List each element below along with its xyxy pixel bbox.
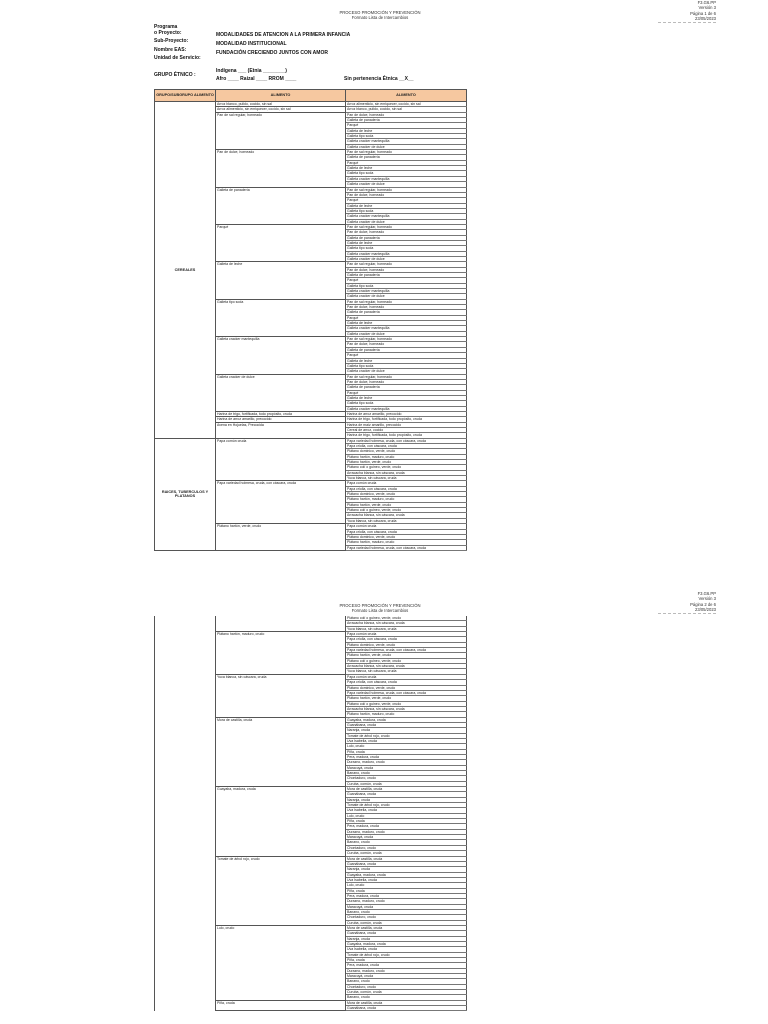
substitute-cell: Mora de castilla, cruda xyxy=(346,925,467,930)
doc-page-number: Página 2 de 6 xyxy=(690,601,716,607)
food-cell: Harina de arroz amarillo, precocido xyxy=(216,417,346,422)
substitute-cell: Guayaba, madura, cruda xyxy=(346,942,467,947)
substitute-cell: Galleta cracker de dulce xyxy=(346,219,467,224)
substitute-cell: Papa criolla, con cáscara, cruda xyxy=(346,486,467,491)
substitute-cell: Naranja, cruda xyxy=(346,867,467,872)
substitute-cell: Parqué xyxy=(346,353,467,358)
substitute-cell: Yuca blanca, sin cáscara, cruda xyxy=(346,518,467,523)
header-subtitle: Formato Lista de Intercambios xyxy=(351,608,409,614)
substitute-cell: Uva Isabella, cruda xyxy=(346,738,467,743)
substitute-cell: Plátano hartón, verde, crudo xyxy=(346,696,467,701)
substitute-cell: Galleta de panadería xyxy=(346,310,467,315)
exchange-table-continued xyxy=(154,616,467,1011)
substitute-cell: Pan de dulce, horneado xyxy=(346,305,467,310)
substitute-cell: Yuca blanca, sin cáscara, cruda xyxy=(346,626,467,631)
substitute-cell: Plátano hartón, verde, crudo xyxy=(346,460,467,465)
substitute-cell: Plátano dominico, verde, crudo xyxy=(346,685,467,690)
substitute-cell: Galleta tipo soda xyxy=(346,363,467,368)
substitute-cell: Plátano hartón, maduro, crudo xyxy=(346,712,467,717)
doc-version: Versión 3 xyxy=(698,5,716,11)
substitute-cell: Parqué xyxy=(346,390,467,395)
substitute-cell: Curuba, común, cruda xyxy=(346,851,467,856)
substitute-cell: Galleta tipo soda xyxy=(346,401,467,406)
grupo-etnico-indigena: Indígena ___ (Etnia ________) xyxy=(216,68,287,74)
substitute-cell: Harina de arroz amarillo, precocido xyxy=(346,411,467,416)
food-cell: Papa común cruda xyxy=(216,438,346,443)
substitute-cell: Tomate de árbol rojo, crudo xyxy=(346,803,467,808)
substitute-cell: Galleta cracker mantequilla xyxy=(346,289,467,294)
page-header-title xyxy=(300,10,460,21)
header-subtitle: Formato Lista de Intercambios xyxy=(351,15,409,21)
substitute-cell: Naranja, cruda xyxy=(346,728,467,733)
substitute-cell: Papa común cruda xyxy=(346,674,467,679)
substitute-cell: Galleta de leche xyxy=(346,128,467,133)
food-cell: Guayaba, madura, cruda xyxy=(216,787,346,792)
substitute-cell: Chontaduro, crudo xyxy=(346,984,467,989)
substitute-cell: Maracuyá, cruda xyxy=(346,765,467,770)
substitute-cell: Mora de castilla, cruda xyxy=(346,1000,467,1005)
substitute-cell: Galleta cracker mantequilla xyxy=(346,214,467,219)
substitute-cell: Harina de maíz amarillo, precocido xyxy=(346,422,467,427)
substitute-cell: Papa criolla, con cáscara, cruda xyxy=(346,529,467,534)
food-cell xyxy=(216,1006,346,1011)
page2-header-title xyxy=(300,603,460,614)
substitute-cell: Galleta tipo soda xyxy=(346,208,467,213)
substitute-cell: Durazno, maduro, crudo xyxy=(346,899,467,904)
substitute-cell: Plátano dominico, verde, crudo xyxy=(346,642,467,647)
substitute-cell: Pan de dulce, horneado xyxy=(346,342,467,347)
substitute-cell: Arracacha blanca, sin cáscara, cruda xyxy=(346,664,467,669)
header-divider xyxy=(658,613,716,614)
header-title: PROCESO PROMOCIÓN Y PREVENCIÓN xyxy=(339,10,421,15)
substitute-cell: Pan de sal regular, horneado xyxy=(346,224,467,229)
food-cell: Plátano hartón, verde, crudo xyxy=(216,524,346,529)
food-cell: Lulo, crudo xyxy=(216,925,346,930)
food-cell: Galleta de leche xyxy=(216,262,346,267)
substitute-cell: Lulo, crudo xyxy=(346,744,467,749)
substitute-cell: Maracuyá, cruda xyxy=(346,974,467,979)
substitute-cell: Parqué xyxy=(346,123,467,128)
substitute-cell: Guanábana, cruda xyxy=(346,722,467,727)
substitute-cell: Galleta cracker mantequilla xyxy=(346,139,467,144)
substitute-cell: Pan de dulce, horneado xyxy=(346,379,467,384)
substitute-cell: Galleta de panadería xyxy=(346,118,467,123)
food-cell: Tomate de árbol rojo, crudo xyxy=(216,856,346,861)
doc-date: 23/05/2023 xyxy=(695,15,716,21)
substitute-cell: Piña, cruda xyxy=(346,819,467,824)
substitute-cell: Banano, crudo xyxy=(346,995,467,1000)
substitute-cell: Piña, cruda xyxy=(346,888,467,893)
substitute-cell: Yuca blanca, sin cáscara, cruda xyxy=(346,669,467,674)
substitute-cell: Lulo, crudo xyxy=(346,813,467,818)
substitute-cell: Plátano hartón, maduro, crudo xyxy=(346,497,467,502)
substitute-cell: Galleta cracker de dulce xyxy=(346,369,467,374)
substitute-cell: Galleta de leche xyxy=(346,358,467,363)
programa-value: MODALIDADES DE ATENCION A LA PRIMERA INFANCIA xyxy=(216,32,351,38)
substitute-cell: Pera, madura, cruda xyxy=(346,963,467,968)
substitute-cell: Parqué xyxy=(346,160,467,165)
substitute-cell: Papa común cruda xyxy=(346,524,467,529)
header-title: PROCESO PROMOCIÓN Y PREVENCIÓN xyxy=(339,603,421,608)
food-cell: Pan de sal regular, horneado xyxy=(216,112,346,117)
group-cell xyxy=(155,438,216,550)
substitute-cell: Galleta de panadería xyxy=(346,235,467,240)
page-header-meta xyxy=(636,0,716,21)
eas-value: FUNDACIÓN CRECIENDO JUNTOS CON AMOR xyxy=(216,50,328,56)
grupo-etnico-label: GRUPO ÉTNICO : xyxy=(154,72,196,78)
substitute-cell: Curuba, común, cruda xyxy=(346,920,467,925)
substitute-cell: Pan de sal regular, horneado xyxy=(346,337,467,342)
substitute-cell: Plátano hartón, verde, crudo xyxy=(346,502,467,507)
substitute-cell: Lulo, crudo xyxy=(346,883,467,888)
document-page-2 xyxy=(0,591,768,1024)
doc-date: 23/05/2023 xyxy=(695,606,716,612)
substitute-cell: Plátano dominico, verde, crudo xyxy=(346,449,467,454)
substitute-cell: Papa variedad holmesa, cruda, con cáscara, cruda xyxy=(346,438,467,443)
page2-header-meta xyxy=(636,591,716,612)
food-cell: Papa variedad holmesa, cruda, con cáscara, cruda xyxy=(216,481,346,486)
label-subproyecto: Sub-Proyecto: xyxy=(154,38,189,45)
substitute-cell: Papa variedad holmesa, cruda, con cáscara, cruda xyxy=(346,545,467,550)
food-cell xyxy=(216,545,346,550)
substitute-cell: Parqué xyxy=(346,278,467,283)
substitute-cell: Arracacha blanca, sin cáscara, cruda xyxy=(346,706,467,711)
substitute-cell: Durazno, maduro, crudo xyxy=(346,760,467,765)
substitute-cell: Galleta de leche xyxy=(346,240,467,245)
col-header-group: GRUPO/SUBGRUPO ALIMENTO xyxy=(155,90,216,102)
substitute-cell: Chontaduro, crudo xyxy=(346,915,467,920)
substitute-cell: Banano, crudo xyxy=(346,771,467,776)
substitute-cell: Galleta tipo soda xyxy=(346,134,467,139)
substitute-cell: Guanábana, cruda xyxy=(346,861,467,866)
substitute-cell: Galleta cracker mantequilla xyxy=(346,406,467,411)
substitute-cell: Banano, crudo xyxy=(346,840,467,845)
substitute-cell: Chontaduro, crudo xyxy=(346,776,467,781)
group-label: CEREALES xyxy=(174,267,196,272)
substitute-cell: Durazno, maduro, crudo xyxy=(346,829,467,834)
substitute-cell: Pera, madura, cruda xyxy=(346,824,467,829)
substitute-cell: Arracacha blanca, sin cáscara, cruda xyxy=(346,470,467,475)
substitute-cell: Plátano colí o guineo, verde, crudo xyxy=(346,508,467,513)
doc-code: F3.G6.PP xyxy=(697,591,716,596)
substitute-cell: Galleta cracker mantequilla xyxy=(346,326,467,331)
substitute-cell: Plátano dominico, verde, crudo xyxy=(346,492,467,497)
substitute-cell: Galleta de panadería xyxy=(346,347,467,352)
group-cell xyxy=(155,102,216,439)
food-cell: Pan de dulce, horneado xyxy=(216,150,346,155)
subproyecto-value: MODALIDAD INSTITUCIONAL xyxy=(216,41,287,47)
substitute-cell: Galleta de panadería xyxy=(346,385,467,390)
meta-labels xyxy=(154,24,201,61)
substitute-cell: Papa criolla, con cáscara, cruda xyxy=(346,444,467,449)
substitute-cell: Galleta cracker de dulce xyxy=(346,182,467,187)
substitute-cell: Plátano hartón, verde, crudo xyxy=(346,653,467,658)
food-cell: Arroz alimenticio, sin enriquecer, cocido, sin sal xyxy=(216,107,346,112)
substitute-cell: Guanábana, cruda xyxy=(346,931,467,936)
doc-code: F3.G6.PP xyxy=(697,0,716,5)
substitute-cell: Guanábana, cruda xyxy=(346,792,467,797)
doc-page-number: Página 1 de 6 xyxy=(690,10,716,16)
grupo-etnico-afro: Afro ____ Raizal ____ RROM ____ xyxy=(216,76,297,82)
doc-version: Versión 3 xyxy=(698,596,716,602)
substitute-cell: Pan de dulce, horneado xyxy=(346,192,467,197)
col-header-food: ALIMENTO xyxy=(216,90,346,102)
substitute-cell: Mora de castilla, cruda xyxy=(346,856,467,861)
substitute-cell: Galleta cracker mantequilla xyxy=(346,251,467,256)
substitute-cell: Plátano colí o guineo, verde, crudo xyxy=(346,658,467,663)
substitute-cell: Guayaba, madura, cruda xyxy=(346,872,467,877)
substitute-cell: Pan de sal regular, horneado xyxy=(346,299,467,304)
substitute-cell: Galleta tipo soda xyxy=(346,283,467,288)
substitute-cell: Yuca blanca, sin cáscara, cruda xyxy=(346,476,467,481)
substitute-cell: Durazno, maduro, crudo xyxy=(346,968,467,973)
substitute-cell: Pan de dulce, horneado xyxy=(346,267,467,272)
substitute-cell: Uva Isabella, cruda xyxy=(346,808,467,813)
substitute-cell: Uva Isabella, cruda xyxy=(346,877,467,882)
substitute-cell: Galleta de leche xyxy=(346,321,467,326)
label-programa: Programa xyxy=(154,24,178,30)
substitute-cell: Papa criolla, con cáscara, cruda xyxy=(346,637,467,642)
grupo-etnico-sin: Sin pertenencia Étnica __X__ xyxy=(344,76,414,82)
substitute-cell: Arroz blanco, pulido, cocido, sin sal xyxy=(346,107,467,112)
substitute-cell: Piña, cruda xyxy=(346,749,467,754)
substitute-cell: Galleta de leche xyxy=(346,166,467,171)
substitute-cell: Tomate de árbol rojo, crudo xyxy=(346,733,467,738)
label-proyecto: o Proyecto: xyxy=(154,30,182,37)
substitute-cell: Galleta tipo soda xyxy=(346,171,467,176)
substitute-cell: Papa criolla, con cáscara, cruda xyxy=(346,680,467,685)
food-cell: Galleta cracker mantequilla xyxy=(216,337,346,342)
substitute-cell: Pan de sal regular, horneado xyxy=(346,150,467,155)
substitute-cell: Galleta cracker de dulce xyxy=(346,331,467,336)
substitute-cell: Arroz alimenticio, sin enriquecer, cocido, sin sal xyxy=(346,102,467,107)
food-cell: Galleta cracker de dulce xyxy=(216,374,346,379)
col-header-substitute: ALIMENTO xyxy=(346,90,467,102)
substitute-cell: Pan de sal regular, horneado xyxy=(346,374,467,379)
label-unidad: Unidad de Servicio: xyxy=(154,54,201,61)
label-eas: Nombre EAS: xyxy=(154,46,187,53)
substitute-cell: Papa común cruda xyxy=(346,632,467,637)
substitute-cell: Harina de trigo, fortificada, todo propósito, cruda xyxy=(346,417,467,422)
substitute-cell: Galleta de leche xyxy=(346,395,467,400)
substitute-cell: Pera, madura, cruda xyxy=(346,893,467,898)
group-cell xyxy=(155,616,216,1011)
substitute-cell: Papa variedad holmesa, cruda, con cáscara, cruda xyxy=(346,690,467,695)
substitute-cell: Chontaduro, crudo xyxy=(346,845,467,850)
substitute-cell: Tomate de árbol rojo, crudo xyxy=(346,952,467,957)
substitute-cell: Papa común cruda xyxy=(346,481,467,486)
food-cell: Galleta tipo soda xyxy=(216,299,346,304)
substitute-cell: Pan de dulce, horneado xyxy=(346,112,467,117)
substitute-cell: Arracacha blanca, sin cáscara, cruda xyxy=(346,621,467,626)
substitute-cell: Pan de dulce, horneado xyxy=(346,230,467,235)
substitute-cell: Plátano colí o guineo, verde, crudo xyxy=(346,701,467,706)
substitute-cell: Galleta cracker de dulce xyxy=(346,144,467,149)
substitute-cell: Galleta cracker de dulce xyxy=(346,256,467,261)
substitute-cell: Naranja, cruda xyxy=(346,936,467,941)
substitute-cell: Plátano hartón, maduro, crudo xyxy=(346,540,467,545)
substitute-cell: Guanábana, cruda xyxy=(346,1006,467,1011)
substitute-cell: Plátano colí o guineo, verde, crudo xyxy=(346,616,467,621)
substitute-cell: Pera, madura, cruda xyxy=(346,754,467,759)
substitute-cell: Galleta de leche xyxy=(346,203,467,208)
substitute-cell: Parqué xyxy=(346,315,467,320)
substitute-cell: Plátano hartón, maduro, crudo xyxy=(346,454,467,459)
food-cell: Galleta de panadería xyxy=(216,187,346,192)
substitute-cell: Maracuyá, cruda xyxy=(346,904,467,909)
substitute-cell: Pan de sal regular, horneado xyxy=(346,187,467,192)
substitute-cell: Arracacha blanca, sin cáscara, cruda xyxy=(346,513,467,518)
substitute-cell: Uva Isabella, cruda xyxy=(346,947,467,952)
group-label: RAICES, TUBERCULOS Y PLATANOS xyxy=(161,489,209,499)
substitute-cell: Guayaba, madura, cruda xyxy=(346,717,467,722)
exchange-table xyxy=(154,89,467,551)
substitute-cell: Plátano dominico, verde, crudo xyxy=(346,534,467,539)
substitute-cell: Parqué xyxy=(346,198,467,203)
substitute-cell: Banano, crudo xyxy=(346,909,467,914)
food-cell: Plátano hartón, maduro, crudo xyxy=(216,632,346,637)
header-divider xyxy=(658,22,716,23)
substitute-cell: Naranja, cruda xyxy=(346,797,467,802)
substitute-cell: Plátano colí o guineo, verde, crudo xyxy=(346,465,467,470)
substitute-cell: Galleta cracker mantequilla xyxy=(346,176,467,181)
food-cell: Yuca blanca, sin cáscara, cruda xyxy=(216,674,346,679)
substitute-cell: Galleta cracker de dulce xyxy=(346,294,467,299)
substitute-cell: Banano, crudo xyxy=(346,979,467,984)
substitute-cell: Piña, cruda xyxy=(346,958,467,963)
substitute-cell: Mora de castilla, cruda xyxy=(346,787,467,792)
substitute-cell: Galleta de panadería xyxy=(346,155,467,160)
food-cell: Mora de castilla, cruda xyxy=(216,717,346,722)
substitute-cell: Papa variedad holmesa, cruda, con cáscara, cruda xyxy=(346,648,467,653)
substitute-cell: Curuba, común, cruda xyxy=(346,990,467,995)
food-cell: Harina de trigo, fortificada, todo propósito, cruda xyxy=(216,411,346,416)
food-cell: Parqué xyxy=(216,224,346,229)
substitute-cell: Galleta de panadería xyxy=(346,273,467,278)
food-cell: Avena en Hojuelas, Precocida xyxy=(216,422,346,427)
food-cell: Arroz blanco, pulido, cocido, sin sal xyxy=(216,102,346,107)
substitute-cell: Cereal de arroz, cocido xyxy=(346,427,467,432)
substitute-cell: Curuba, común, cruda xyxy=(346,781,467,786)
substitute-cell: Pan de sal regular, horneado xyxy=(346,262,467,267)
substitute-cell: Galleta tipo soda xyxy=(346,246,467,251)
substitute-cell: Harina de trigo, fortificada, todo propósito, cruda xyxy=(346,433,467,438)
substitute-cell: Maracuyá, cruda xyxy=(346,835,467,840)
food-cell: Piña, cruda xyxy=(216,1000,346,1005)
